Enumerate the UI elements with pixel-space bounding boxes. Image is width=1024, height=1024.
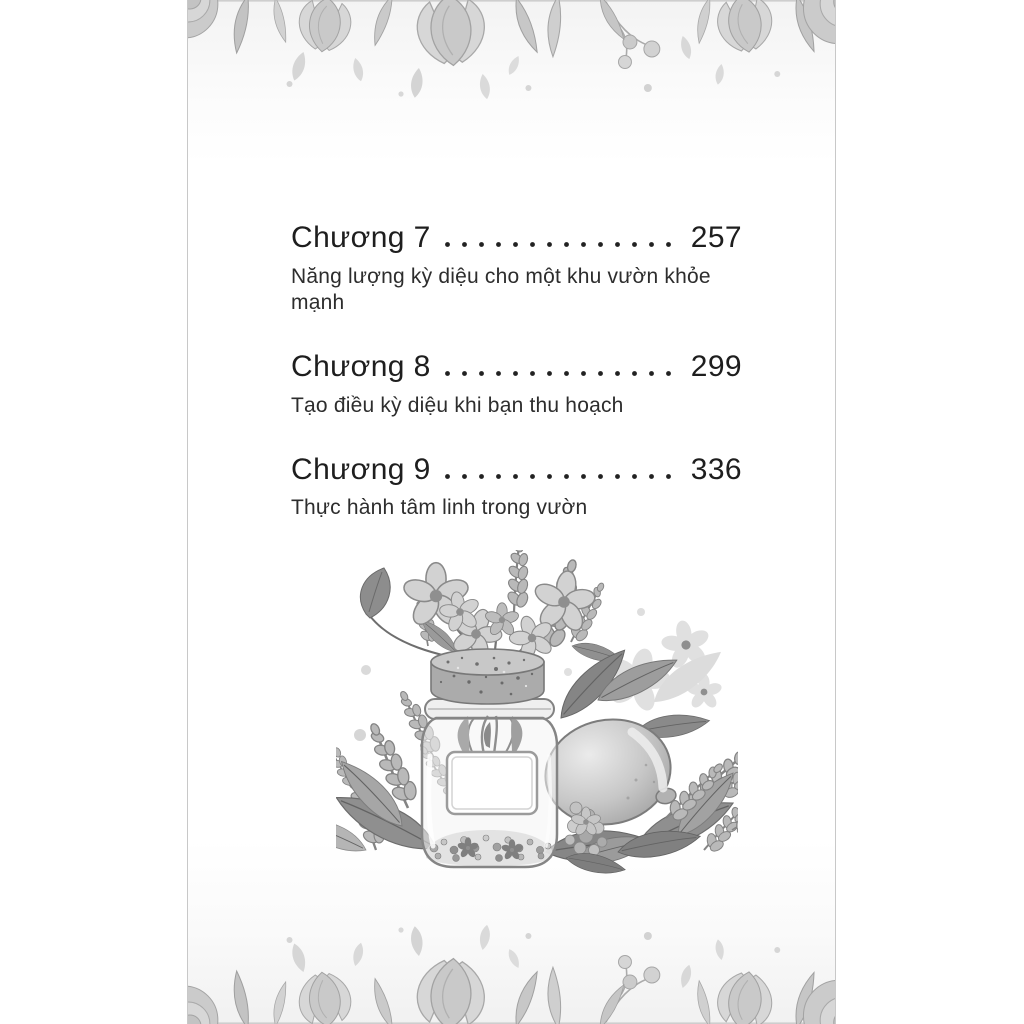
jar-label (447, 752, 537, 814)
chapter-subtitle: Thực hành tâm linh trong vườn (291, 496, 588, 520)
jar-flowers-lemon-illustration (336, 550, 738, 882)
chapter-page-number: 299 (690, 350, 742, 383)
glass-jar-icon (422, 649, 557, 867)
table-of-contents (291, 219, 742, 522)
chapter-subtitle: Tạo điều kỳ diệu khi bạn thu hoạch (291, 393, 624, 417)
chapter-page-number: 257 (690, 221, 742, 254)
toc-row (291, 451, 742, 489)
chapter-subtitle: Năng lượng kỳ diệu cho một khu vườn khỏe mạnh (291, 264, 711, 314)
dot-leader (445, 371, 681, 376)
toc-row (291, 348, 742, 386)
cork-icon (431, 649, 544, 704)
floral-border-top-icon (188, 0, 835, 112)
jar-illustration-icon (336, 550, 738, 882)
chapter-title: Chương 9 (291, 452, 431, 486)
chapter-title: Chương 8 (291, 350, 431, 383)
dot-leader (445, 474, 681, 479)
chapter-page-number: 336 (690, 452, 742, 486)
dot-leader (445, 242, 681, 247)
book-page (187, 0, 836, 1024)
toc-entry (291, 451, 742, 522)
toc-row (291, 219, 742, 257)
toc-entry (291, 348, 742, 419)
floral-border-bottom-icon (188, 912, 835, 1024)
toc-entry (291, 219, 742, 316)
chapter-title: Chương 7 (291, 221, 431, 254)
